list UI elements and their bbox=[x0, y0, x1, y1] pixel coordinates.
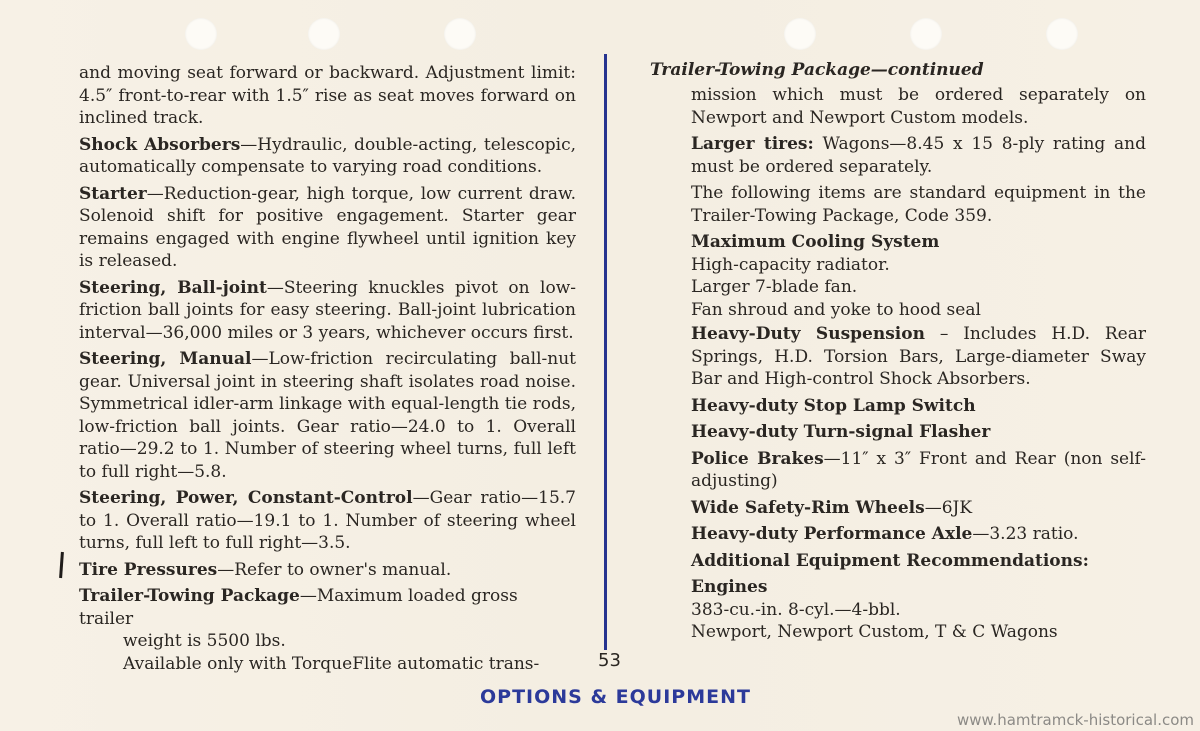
entry-term: Steering, Power, Constant-Control bbox=[79, 488, 413, 508]
wheels-item bbox=[691, 497, 1146, 520]
turn-signal-item bbox=[691, 421, 1146, 444]
left-column bbox=[79, 62, 576, 675]
entry-term: Tire Pressures bbox=[79, 559, 218, 580]
brakes-paragraph bbox=[691, 448, 1146, 493]
entry-steering-power bbox=[79, 487, 576, 555]
entry-text: —Maximum loaded gross trailer bbox=[79, 586, 518, 629]
turn-signal-text: Heavy-duty Turn-signal Flasher bbox=[691, 422, 991, 442]
entry-text: —Reduction-gear, high torque, low current draw. Solenoid shift for positive engagement. Starter gear remains engaged with engine flywheel until ignition key is released. bbox=[79, 183, 576, 271]
standard-equipment-note: The following items are standard equipment in the Trailer-Towing Package, Code 359. bbox=[691, 183, 1146, 226]
entry-steering-manual bbox=[79, 348, 576, 483]
cooling-item: Larger 7-blade fan. bbox=[691, 277, 858, 297]
additional-heading bbox=[691, 550, 1146, 573]
entry-term: Steering, Manual bbox=[79, 349, 252, 369]
entry-text: —Hydraulic, double-acting, telescopic, automatically compensate to varying road conditions. bbox=[79, 134, 576, 177]
revision-mark bbox=[59, 552, 64, 578]
entry-term: Larger tires: bbox=[691, 134, 814, 154]
axle-item bbox=[691, 523, 1146, 546]
column-divider bbox=[604, 54, 607, 650]
engine-item: 383-cu.-in. 8-cyl.—4-bbl. bbox=[691, 599, 901, 620]
binder-hole bbox=[1046, 18, 1078, 50]
binder-hole bbox=[910, 18, 942, 50]
entry-text: —Gear ratio—15.7 to 1. Overall ratio—19.1 to 1. Number of steering wheel turns, full left to full right—3.5. bbox=[79, 488, 576, 553]
entry-term: Police Brakes bbox=[691, 448, 824, 469]
cooling-item: High-capacity radiator. bbox=[691, 254, 890, 275]
additional-heading-text: Additional Equipment Recommendations: bbox=[691, 550, 1089, 571]
entry-starter bbox=[79, 183, 576, 273]
engines-heading bbox=[691, 576, 1146, 599]
suspension-paragraph bbox=[691, 323, 1146, 391]
entry-text: —Low-friction recirculating ball-nut gear. Universal joint in steering shaft isolates road noise. Symmetrical idler-arm linkage with equal-length tie rods, low-friction ball joints. Gear ratio—24.0 to 1. Overall ratio—29.2 to 1. Number of steering wheel turns, full left to full right—5.8. bbox=[79, 349, 576, 482]
trailer-availability-line: Available only with TorqueFlite automatic trans- bbox=[123, 653, 540, 674]
trailer-weight-line: weight is 5500 lbs. bbox=[123, 631, 286, 651]
entry-text: —Steering knuckles pivot on low-friction ball joints for easy steering. Ball-joint lubrication interval—36,000 miles or 3 years, whichever occurs first. bbox=[79, 277, 576, 343]
right-column bbox=[691, 84, 1146, 644]
engine-item: Newport, Newport Custom, T & C Wagons bbox=[691, 622, 1058, 642]
entry-tire-pressures bbox=[79, 559, 576, 582]
entry-term: Heavy-duty Performance Axle bbox=[691, 524, 973, 544]
entry-term: Trailer-Towing Package bbox=[79, 586, 300, 606]
cooling-heading bbox=[691, 231, 1146, 254]
transmission-paragraph: mission which must be ordered separately on Newport and Newport Custom models. bbox=[691, 85, 1146, 128]
entry-text: —Refer to owner's manual. bbox=[217, 559, 452, 580]
page-number: 53 bbox=[598, 650, 621, 671]
engines-heading-text: Engines bbox=[691, 577, 768, 597]
binder-hole bbox=[308, 18, 340, 50]
section-footer: OPTIONS & EQUIPMENT bbox=[480, 686, 751, 708]
binder-hole bbox=[185, 18, 217, 50]
binder-hole bbox=[444, 18, 476, 50]
larger-tires-paragraph bbox=[691, 133, 1146, 178]
entry-text: Wagons—8.45 x 15 8-ply rating and must be ordered separately. bbox=[691, 134, 1146, 177]
entry-steering-ball-joint bbox=[79, 277, 576, 345]
watermark: www.hamtramck-historical.com bbox=[957, 711, 1194, 729]
binder-hole bbox=[784, 18, 816, 50]
continued-heading: Trailer-Towing Package—continued bbox=[650, 60, 984, 80]
entry-text: —6JK bbox=[924, 497, 973, 518]
entry-term: Wide Safety-Rim Wheels bbox=[691, 497, 925, 518]
entry-trailer-towing bbox=[79, 585, 576, 630]
stop-lamp-item bbox=[691, 395, 1146, 418]
entry-text: – Includes H.D. Rear Springs, H.D. Torsion Bars, Large-diameter Sway Bar and High-control Shock Absorbers. bbox=[691, 324, 1146, 389]
entry-shock-absorbers bbox=[79, 134, 576, 179]
stop-lamp-text: Heavy-duty Stop Lamp Switch bbox=[691, 395, 976, 416]
intro-paragraph: and moving seat forward or backward. Adjustment limit: 4.5″ front-to-rear with 1.5″ rise as seat moves forward on inclined track. bbox=[79, 63, 576, 128]
cooling-heading-text: Maximum Cooling System bbox=[691, 232, 940, 252]
entry-text: —11″ x 3″ Front and Rear (non self-adjusting) bbox=[691, 448, 1146, 491]
entry-term: Heavy-Duty Suspension bbox=[691, 324, 925, 344]
cooling-item: Fan shroud and yoke to hood seal bbox=[691, 299, 981, 320]
entry-text: —3.23 ratio. bbox=[972, 524, 1079, 544]
entry-term: Starter bbox=[79, 183, 147, 204]
entry-term: Steering, Ball-joint bbox=[79, 277, 267, 298]
entry-term: Shock Absorbers bbox=[79, 134, 241, 155]
